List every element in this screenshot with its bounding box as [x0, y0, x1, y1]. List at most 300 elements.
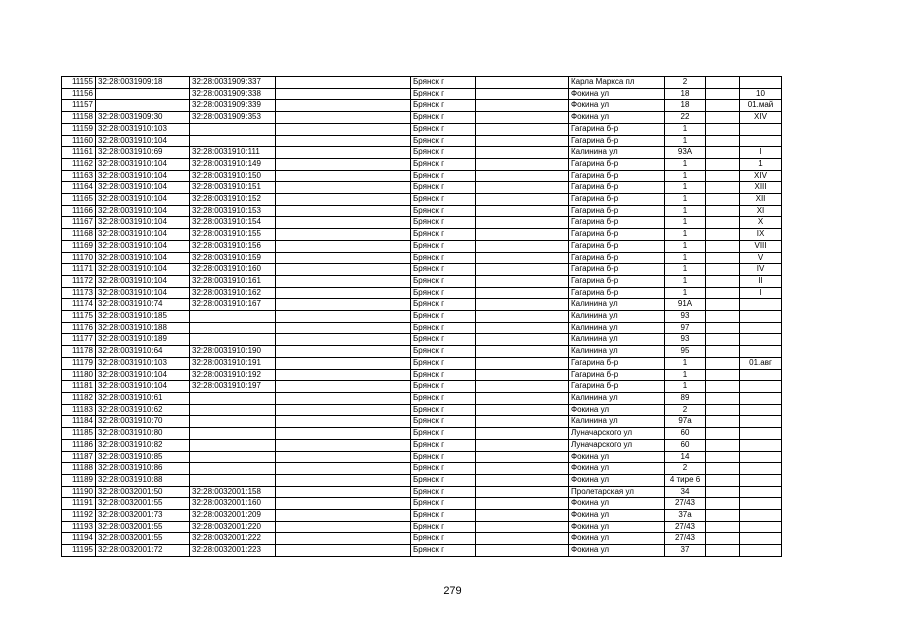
empty-cell	[476, 147, 569, 159]
row-number-cell: 11192	[62, 510, 96, 522]
city-cell: Брянск г	[411, 357, 476, 369]
row-number-cell: 11185	[62, 428, 96, 440]
parcel-number-cell: 32:28:0031910:86	[96, 463, 190, 475]
unit-cell: I	[740, 147, 782, 159]
table-row	[62, 88, 782, 100]
unit-cell	[740, 135, 782, 147]
object-number-cell: 32:28:0031910:167	[190, 299, 276, 311]
house-number-cell: 95	[665, 346, 706, 358]
empty-cell	[476, 474, 569, 486]
unit-cell: 1	[740, 158, 782, 170]
empty-cell	[706, 264, 740, 276]
empty-cell	[706, 463, 740, 475]
table-row	[62, 545, 782, 557]
unit-cell: XIV	[740, 170, 782, 182]
empty-cell	[276, 275, 411, 287]
city-cell: Брянск г	[411, 158, 476, 170]
empty-cell	[706, 545, 740, 557]
house-number-cell: 1	[665, 135, 706, 147]
empty-cell	[476, 205, 569, 217]
object-number-cell: 32:28:0031909:339	[190, 100, 276, 112]
house-number-cell: 93А	[665, 147, 706, 159]
empty-cell	[476, 170, 569, 182]
table-body	[62, 77, 782, 557]
table-row	[62, 428, 782, 440]
street-cell: Фокина ул	[569, 463, 665, 475]
house-number-cell: 60	[665, 428, 706, 440]
table-row	[62, 158, 782, 170]
empty-cell	[276, 404, 411, 416]
object-number-cell	[190, 451, 276, 463]
empty-cell	[276, 428, 411, 440]
object-number-cell: 32:28:0031910:154	[190, 217, 276, 229]
unit-cell	[740, 299, 782, 311]
object-number-cell: 32:28:0031910:153	[190, 205, 276, 217]
empty-cell	[276, 311, 411, 323]
street-cell: Пролетарская ул	[569, 486, 665, 498]
city-cell: Брянск г	[411, 182, 476, 194]
row-number-cell: 11156	[62, 88, 96, 100]
house-number-cell: 97а	[665, 416, 706, 428]
city-cell: Брянск г	[411, 100, 476, 112]
empty-cell	[276, 112, 411, 124]
house-number-cell: 1	[665, 252, 706, 264]
object-number-cell: 32:28:0031910:149	[190, 158, 276, 170]
parcel-number-cell: 32:28:0031910:104	[96, 229, 190, 241]
street-cell: Гагарина б-р	[569, 182, 665, 194]
parcel-number-cell: 32:28:0032001:73	[96, 510, 190, 522]
object-number-cell: 32:28:0031910:150	[190, 170, 276, 182]
empty-cell	[706, 158, 740, 170]
unit-cell: XIII	[740, 182, 782, 194]
table-row	[62, 463, 782, 475]
empty-cell	[706, 510, 740, 522]
table-row	[62, 252, 782, 264]
object-number-cell: 32:28:0032001:209	[190, 510, 276, 522]
parcel-number-cell: 32:28:0031910:104	[96, 182, 190, 194]
empty-cell	[706, 147, 740, 159]
empty-cell	[476, 135, 569, 147]
house-number-cell: 2	[665, 404, 706, 416]
street-cell: Карла Маркса пл	[569, 77, 665, 89]
empty-cell	[476, 182, 569, 194]
empty-cell	[706, 451, 740, 463]
house-number-cell: 1	[665, 158, 706, 170]
parcel-number-cell: 32:28:0032001:72	[96, 545, 190, 557]
empty-cell	[276, 194, 411, 206]
empty-cell	[276, 369, 411, 381]
street-cell: Фокина ул	[569, 451, 665, 463]
empty-cell	[276, 533, 411, 545]
table-row	[62, 100, 782, 112]
object-number-cell: 32:28:0031909:337	[190, 77, 276, 89]
house-number-cell: 1	[665, 170, 706, 182]
parcel-number-cell: 32:28:0031910:103	[96, 357, 190, 369]
empty-cell	[476, 486, 569, 498]
empty-cell	[276, 392, 411, 404]
empty-cell	[706, 88, 740, 100]
parcel-number-cell: 32:28:0031910:64	[96, 346, 190, 358]
empty-cell	[476, 100, 569, 112]
street-cell: Фокина ул	[569, 510, 665, 522]
empty-cell	[706, 381, 740, 393]
unit-cell	[740, 439, 782, 451]
house-number-cell: 34	[665, 486, 706, 498]
city-cell: Брянск г	[411, 252, 476, 264]
empty-cell	[276, 545, 411, 557]
city-cell: Брянск г	[411, 311, 476, 323]
city-cell: Брянск г	[411, 264, 476, 276]
empty-cell	[276, 463, 411, 475]
empty-cell	[476, 510, 569, 522]
row-number-cell: 11191	[62, 498, 96, 510]
street-cell: Гагарина б-р	[569, 205, 665, 217]
parcel-number-cell: 32:28:0031910:104	[96, 275, 190, 287]
object-number-cell: 32:28:0031910:162	[190, 287, 276, 299]
street-cell: Гагарина б-р	[569, 135, 665, 147]
row-number-cell: 11184	[62, 416, 96, 428]
object-number-cell: 32:28:0032001:158	[190, 486, 276, 498]
table-row	[62, 264, 782, 276]
parcel-number-cell	[96, 88, 190, 100]
parcel-number-cell: 32:28:0031910:104	[96, 264, 190, 276]
object-number-cell: 32:28:0031910:155	[190, 229, 276, 241]
object-number-cell	[190, 334, 276, 346]
parcel-number-cell: 32:28:0031910:104	[96, 252, 190, 264]
empty-cell	[706, 100, 740, 112]
empty-cell	[706, 334, 740, 346]
empty-cell	[276, 77, 411, 89]
house-number-cell: 91А	[665, 299, 706, 311]
empty-cell	[706, 357, 740, 369]
city-cell: Брянск г	[411, 205, 476, 217]
empty-cell	[276, 451, 411, 463]
unit-cell: IX	[740, 229, 782, 241]
table-row	[62, 229, 782, 241]
house-number-cell: 93	[665, 334, 706, 346]
parcel-number-cell: 32:28:0031910:85	[96, 451, 190, 463]
table-row	[62, 533, 782, 545]
empty-cell	[476, 463, 569, 475]
table-row	[62, 170, 782, 182]
empty-cell	[706, 275, 740, 287]
empty-cell	[276, 135, 411, 147]
object-number-cell	[190, 322, 276, 334]
house-number-cell: 89	[665, 392, 706, 404]
unit-cell: XIV	[740, 112, 782, 124]
empty-cell	[476, 158, 569, 170]
street-cell: Фокина ул	[569, 112, 665, 124]
row-number-cell: 11163	[62, 170, 96, 182]
empty-cell	[476, 112, 569, 124]
row-number-cell: 11171	[62, 264, 96, 276]
empty-cell	[476, 346, 569, 358]
table-row	[62, 299, 782, 311]
table-row	[62, 346, 782, 358]
empty-cell	[276, 416, 411, 428]
empty-cell	[706, 521, 740, 533]
street-cell: Калинина ул	[569, 322, 665, 334]
city-cell: Брянск г	[411, 521, 476, 533]
unit-cell	[740, 334, 782, 346]
empty-cell	[276, 229, 411, 241]
house-number-cell: 18	[665, 100, 706, 112]
table-row	[62, 275, 782, 287]
unit-cell: 10	[740, 88, 782, 100]
empty-cell	[476, 88, 569, 100]
row-number-cell: 11169	[62, 240, 96, 252]
house-number-cell: 60	[665, 439, 706, 451]
parcel-number-cell: 32:28:0032001:55	[96, 521, 190, 533]
object-number-cell: 32:28:0031910:156	[190, 240, 276, 252]
empty-cell	[706, 416, 740, 428]
street-cell: Калинина ул	[569, 311, 665, 323]
empty-cell	[276, 357, 411, 369]
parcel-number-cell: 32:28:0032001:55	[96, 498, 190, 510]
parcel-number-cell: 32:28:0031910:104	[96, 205, 190, 217]
row-number-cell: 11167	[62, 217, 96, 229]
object-number-cell	[190, 404, 276, 416]
empty-cell	[476, 334, 569, 346]
object-number-cell	[190, 135, 276, 147]
row-number-cell: 11172	[62, 275, 96, 287]
table-row	[62, 357, 782, 369]
row-number-cell: 11157	[62, 100, 96, 112]
parcel-number-cell: 32:28:0031910:82	[96, 439, 190, 451]
parcel-number-cell	[96, 100, 190, 112]
empty-cell	[706, 229, 740, 241]
row-number-cell: 11175	[62, 311, 96, 323]
empty-cell	[276, 170, 411, 182]
city-cell: Брянск г	[411, 299, 476, 311]
table-row	[62, 334, 782, 346]
empty-cell	[706, 170, 740, 182]
street-cell: Фокина ул	[569, 545, 665, 557]
unit-cell	[740, 451, 782, 463]
empty-cell	[476, 194, 569, 206]
city-cell: Брянск г	[411, 287, 476, 299]
unit-cell: 01.май	[740, 100, 782, 112]
empty-cell	[276, 240, 411, 252]
empty-cell	[276, 147, 411, 159]
unit-cell	[740, 123, 782, 135]
object-number-cell: 32:28:0031910:159	[190, 252, 276, 264]
row-number-cell: 11193	[62, 521, 96, 533]
empty-cell	[706, 287, 740, 299]
empty-cell	[276, 182, 411, 194]
empty-cell	[706, 240, 740, 252]
empty-cell	[706, 311, 740, 323]
row-number-cell: 11179	[62, 357, 96, 369]
object-number-cell	[190, 123, 276, 135]
unit-cell	[740, 510, 782, 522]
street-cell: Гагарина б-р	[569, 170, 665, 182]
empty-cell	[706, 194, 740, 206]
empty-cell	[476, 357, 569, 369]
empty-cell	[706, 252, 740, 264]
unit-cell	[740, 404, 782, 416]
empty-cell	[706, 299, 740, 311]
empty-cell	[476, 322, 569, 334]
empty-cell	[476, 545, 569, 557]
empty-cell	[706, 404, 740, 416]
unit-cell: II	[740, 275, 782, 287]
empty-cell	[276, 264, 411, 276]
empty-cell	[276, 205, 411, 217]
city-cell: Брянск г	[411, 416, 476, 428]
table-row	[62, 240, 782, 252]
parcel-number-cell: 32:28:0031910:104	[96, 369, 190, 381]
parcel-number-cell: 32:28:0031910:70	[96, 416, 190, 428]
street-cell: Гагарина б-р	[569, 229, 665, 241]
empty-cell	[706, 392, 740, 404]
empty-cell	[476, 451, 569, 463]
row-number-cell: 11180	[62, 369, 96, 381]
unit-cell: X	[740, 217, 782, 229]
empty-cell	[276, 486, 411, 498]
city-cell: Брянск г	[411, 194, 476, 206]
empty-cell	[706, 123, 740, 135]
row-number-cell: 11186	[62, 439, 96, 451]
table-row	[62, 147, 782, 159]
table-row	[62, 322, 782, 334]
object-number-cell: 32:28:0031910:152	[190, 194, 276, 206]
house-number-cell: 27/43	[665, 521, 706, 533]
house-number-cell: 1	[665, 182, 706, 194]
page-number: 279	[443, 585, 462, 597]
street-cell: Фокина ул	[569, 498, 665, 510]
row-number-cell: 11160	[62, 135, 96, 147]
empty-cell	[706, 486, 740, 498]
empty-cell	[476, 299, 569, 311]
row-number-cell: 11181	[62, 381, 96, 393]
city-cell: Брянск г	[411, 88, 476, 100]
table-row	[62, 498, 782, 510]
street-cell: Калинина ул	[569, 147, 665, 159]
unit-cell	[740, 369, 782, 381]
parcel-number-cell: 32:28:0031910:185	[96, 311, 190, 323]
empty-cell	[706, 205, 740, 217]
parcel-number-cell: 32:28:0031910:104	[96, 170, 190, 182]
empty-cell	[476, 381, 569, 393]
city-cell: Брянск г	[411, 510, 476, 522]
street-cell: Гагарина б-р	[569, 252, 665, 264]
city-cell: Брянск г	[411, 498, 476, 510]
table-row	[62, 510, 782, 522]
city-cell: Брянск г	[411, 229, 476, 241]
parcel-number-cell: 32:28:0031909:18	[96, 77, 190, 89]
unit-cell: XII	[740, 194, 782, 206]
street-cell: Гагарина б-р	[569, 275, 665, 287]
street-cell: Гагарина б-р	[569, 123, 665, 135]
empty-cell	[276, 123, 411, 135]
empty-cell	[476, 416, 569, 428]
house-number-cell: 1	[665, 194, 706, 206]
empty-cell	[706, 369, 740, 381]
empty-cell	[476, 252, 569, 264]
street-cell: Фокина ул	[569, 474, 665, 486]
unit-cell: 01.авг	[740, 357, 782, 369]
row-number-cell: 11178	[62, 346, 96, 358]
empty-cell	[276, 334, 411, 346]
house-number-cell: 1	[665, 240, 706, 252]
parcel-number-cell: 32:28:0031910:104	[96, 194, 190, 206]
empty-cell	[276, 521, 411, 533]
house-number-cell: 1	[665, 229, 706, 241]
empty-cell	[476, 428, 569, 440]
unit-cell	[740, 416, 782, 428]
empty-cell	[706, 533, 740, 545]
table-row	[62, 381, 782, 393]
city-cell: Брянск г	[411, 486, 476, 498]
street-cell: Гагарина б-р	[569, 240, 665, 252]
house-number-cell: 1	[665, 123, 706, 135]
table-row	[62, 194, 782, 206]
empty-cell	[706, 112, 740, 124]
object-number-cell: 32:28:0031910:190	[190, 346, 276, 358]
table-row	[62, 521, 782, 533]
empty-cell	[476, 217, 569, 229]
object-number-cell	[190, 439, 276, 451]
city-cell: Брянск г	[411, 112, 476, 124]
object-number-cell: 32:28:0031909:353	[190, 112, 276, 124]
street-cell: Гагарина б-р	[569, 217, 665, 229]
empty-cell	[706, 135, 740, 147]
house-number-cell: 1	[665, 369, 706, 381]
unit-cell: V	[740, 252, 782, 264]
empty-cell	[706, 217, 740, 229]
empty-cell	[476, 311, 569, 323]
row-number-cell: 11165	[62, 194, 96, 206]
house-number-cell: 97	[665, 322, 706, 334]
unit-cell	[740, 346, 782, 358]
object-number-cell	[190, 428, 276, 440]
unit-cell	[740, 381, 782, 393]
city-cell: Брянск г	[411, 334, 476, 346]
table-row	[62, 217, 782, 229]
object-number-cell: 32:28:0032001:160	[190, 498, 276, 510]
table-row	[62, 123, 782, 135]
street-cell: Калинина ул	[569, 334, 665, 346]
row-number-cell: 11183	[62, 404, 96, 416]
empty-cell	[276, 158, 411, 170]
table-row	[62, 451, 782, 463]
table-row	[62, 439, 782, 451]
street-cell: Гагарина б-р	[569, 287, 665, 299]
parcel-number-cell: 32:28:0031910:104	[96, 135, 190, 147]
unit-cell	[740, 545, 782, 557]
empty-cell	[476, 264, 569, 276]
empty-cell	[276, 88, 411, 100]
parcel-number-cell: 32:28:0031910:188	[96, 322, 190, 334]
empty-cell	[476, 287, 569, 299]
table-row	[62, 311, 782, 323]
parcel-number-cell: 32:28:0031909:30	[96, 112, 190, 124]
street-cell: Фокина ул	[569, 88, 665, 100]
empty-cell	[276, 346, 411, 358]
row-number-cell: 11173	[62, 287, 96, 299]
unit-cell	[740, 474, 782, 486]
table-row	[62, 474, 782, 486]
house-number-cell: 27/43	[665, 533, 706, 545]
street-cell: Калинина ул	[569, 346, 665, 358]
table-row	[62, 287, 782, 299]
empty-cell	[476, 369, 569, 381]
house-number-cell: 4 тире 6	[665, 474, 706, 486]
empty-cell	[276, 100, 411, 112]
row-number-cell: 11187	[62, 451, 96, 463]
street-cell: Калинина ул	[569, 416, 665, 428]
